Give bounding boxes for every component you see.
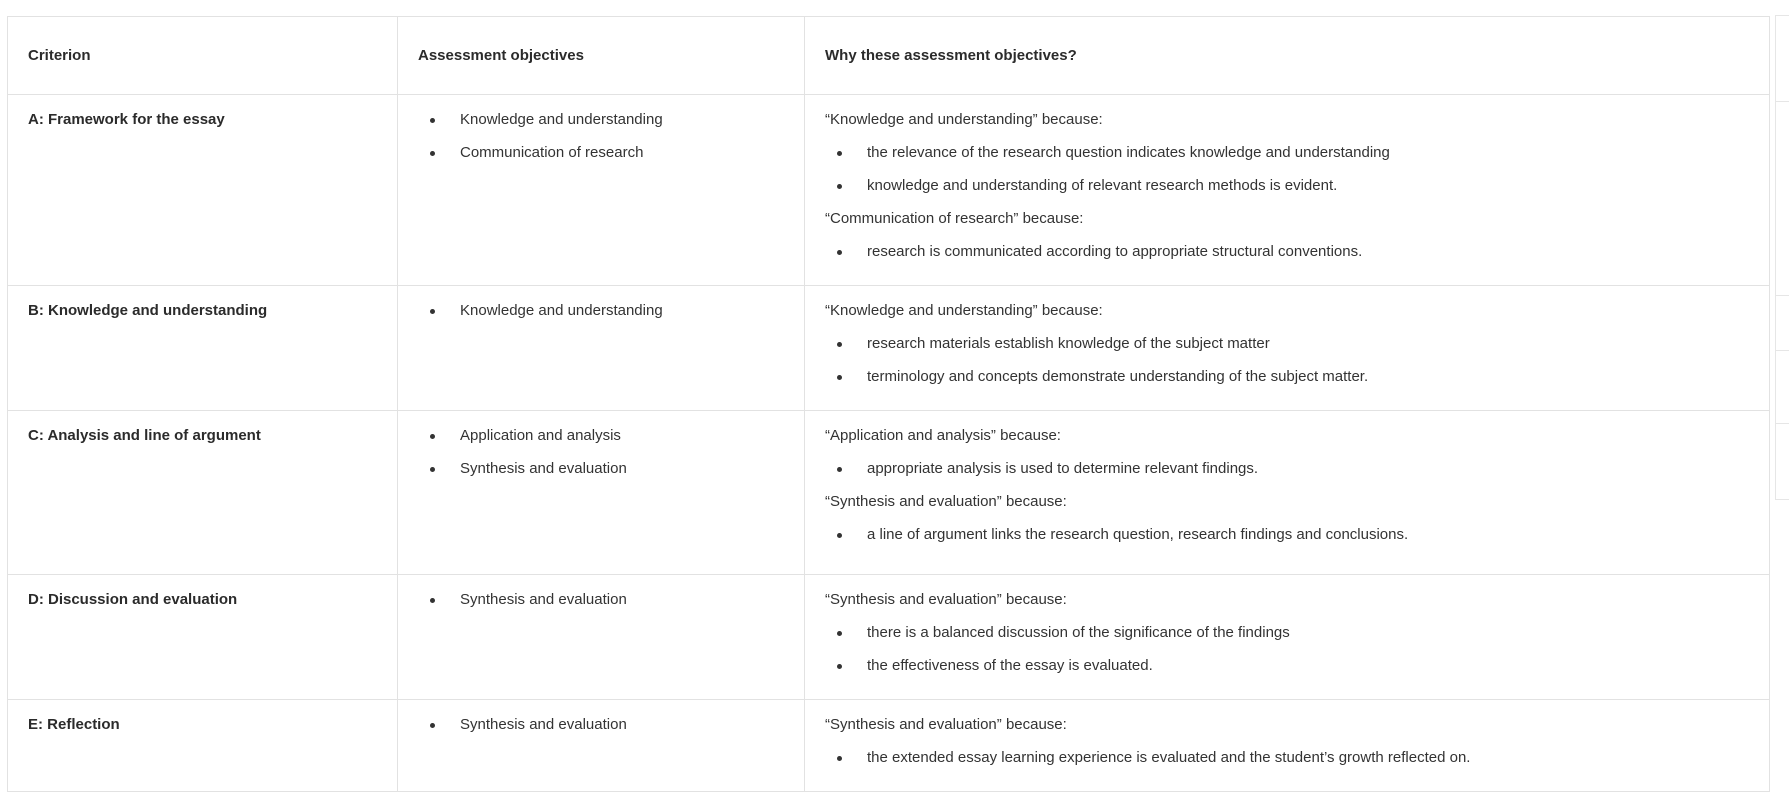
- list-item: the extended essay learning experience is evaluated and the student’s growth reflected on.: [867, 748, 1749, 768]
- list-item: Knowledge and understanding: [460, 110, 784, 130]
- list-item: research materials establish knowledge of the subject matter: [867, 334, 1749, 354]
- criterion-cell: C: Analysis and line of argument: [8, 411, 398, 575]
- criterion-cell: E: Reflection: [8, 700, 398, 792]
- reason-block: [825, 590, 1749, 676]
- objectives-cell: [398, 575, 805, 700]
- reasons-cell: [805, 286, 1770, 411]
- table-row: [8, 286, 1770, 411]
- objectives-list: [418, 426, 784, 479]
- objectives-list: [418, 715, 784, 735]
- list-item: Synthesis and evaluation: [460, 715, 784, 735]
- criteria-page: [7, 16, 1769, 792]
- track-divider: [1776, 295, 1789, 296]
- objectives-list: [418, 590, 784, 610]
- reasons-cell: [805, 411, 1770, 575]
- reason-heading: “Synthesis and evaluation” because:: [825, 591, 1067, 608]
- list-item: the effectiveness of the essay is evaluated.: [867, 656, 1749, 676]
- track-divider: [1776, 499, 1789, 500]
- reasons-cell: [805, 575, 1770, 700]
- list-item: Application and analysis: [460, 426, 784, 446]
- reason-block: [825, 209, 1749, 262]
- reason-heading: “Synthesis and evaluation” because:: [825, 493, 1067, 510]
- list-item: Knowledge and understanding: [460, 301, 784, 321]
- reason-points: [825, 525, 1749, 545]
- header-assessment-objectives: Assessment objectives: [398, 17, 805, 95]
- table-row: [8, 95, 1770, 286]
- objectives-cell: [398, 411, 805, 575]
- track-divider: [1776, 350, 1789, 351]
- list-item: terminology and concepts demonstrate understanding of the subject matter.: [867, 367, 1749, 387]
- reason-heading: “Knowledge and understanding” because:: [825, 111, 1103, 128]
- list-item: research is communicated according to appropriate structural conventions.: [867, 242, 1749, 262]
- list-item: there is a balanced discussion of the significance of the findings: [867, 623, 1749, 643]
- objectives-list: [418, 301, 784, 321]
- table-header-row: [8, 17, 1770, 95]
- reasons-cell: [805, 95, 1770, 286]
- reason-block: [825, 110, 1749, 196]
- objectives-cell: [398, 95, 805, 286]
- criterion-cell: A: Framework for the essay: [8, 95, 398, 286]
- header-why-objectives: Why these assessment objectives?: [805, 17, 1770, 95]
- reason-heading: “Synthesis and evaluation” because:: [825, 716, 1067, 733]
- reason-points: [825, 623, 1749, 676]
- table-row: [8, 575, 1770, 700]
- criterion-cell: D: Discussion and evaluation: [8, 575, 398, 700]
- table-row: [8, 411, 1770, 575]
- reasons-cell: [805, 700, 1770, 792]
- track-divider: [1776, 423, 1789, 424]
- criterion-cell: B: Knowledge and understanding: [8, 286, 398, 411]
- list-item: Communication of research: [460, 143, 784, 163]
- reason-points: [825, 748, 1749, 768]
- side-scroll-track[interactable]: [1775, 15, 1789, 500]
- objectives-list: [418, 110, 784, 163]
- objectives-cell: [398, 700, 805, 792]
- reason-points: [825, 143, 1749, 196]
- track-divider: [1776, 15, 1789, 16]
- reason-points: [825, 242, 1749, 262]
- reason-points: [825, 459, 1749, 479]
- list-item: appropriate analysis is used to determine relevant findings.: [867, 459, 1749, 479]
- track-divider: [1776, 101, 1789, 102]
- reason-block: [825, 715, 1749, 768]
- reason-heading: “Application and analysis” because:: [825, 427, 1061, 444]
- list-item: a line of argument links the research question, research findings and conclusions.: [867, 525, 1749, 545]
- reason-heading: “Knowledge and understanding” because:: [825, 302, 1103, 319]
- list-item: the relevance of the research question indicates knowledge and understanding: [867, 143, 1749, 163]
- reason-points: [825, 334, 1749, 387]
- list-item: Synthesis and evaluation: [460, 590, 784, 610]
- criteria-table: [7, 16, 1770, 792]
- reason-heading: “Communication of research” because:: [825, 210, 1084, 227]
- objectives-cell: [398, 286, 805, 411]
- reason-block: [825, 492, 1749, 545]
- list-item: Synthesis and evaluation: [460, 459, 784, 479]
- reason-block: [825, 426, 1749, 479]
- reason-block: [825, 301, 1749, 387]
- header-criterion: Criterion: [8, 17, 398, 95]
- list-item: knowledge and understanding of relevant research methods is evident.: [867, 176, 1749, 196]
- table-row: [8, 700, 1770, 792]
